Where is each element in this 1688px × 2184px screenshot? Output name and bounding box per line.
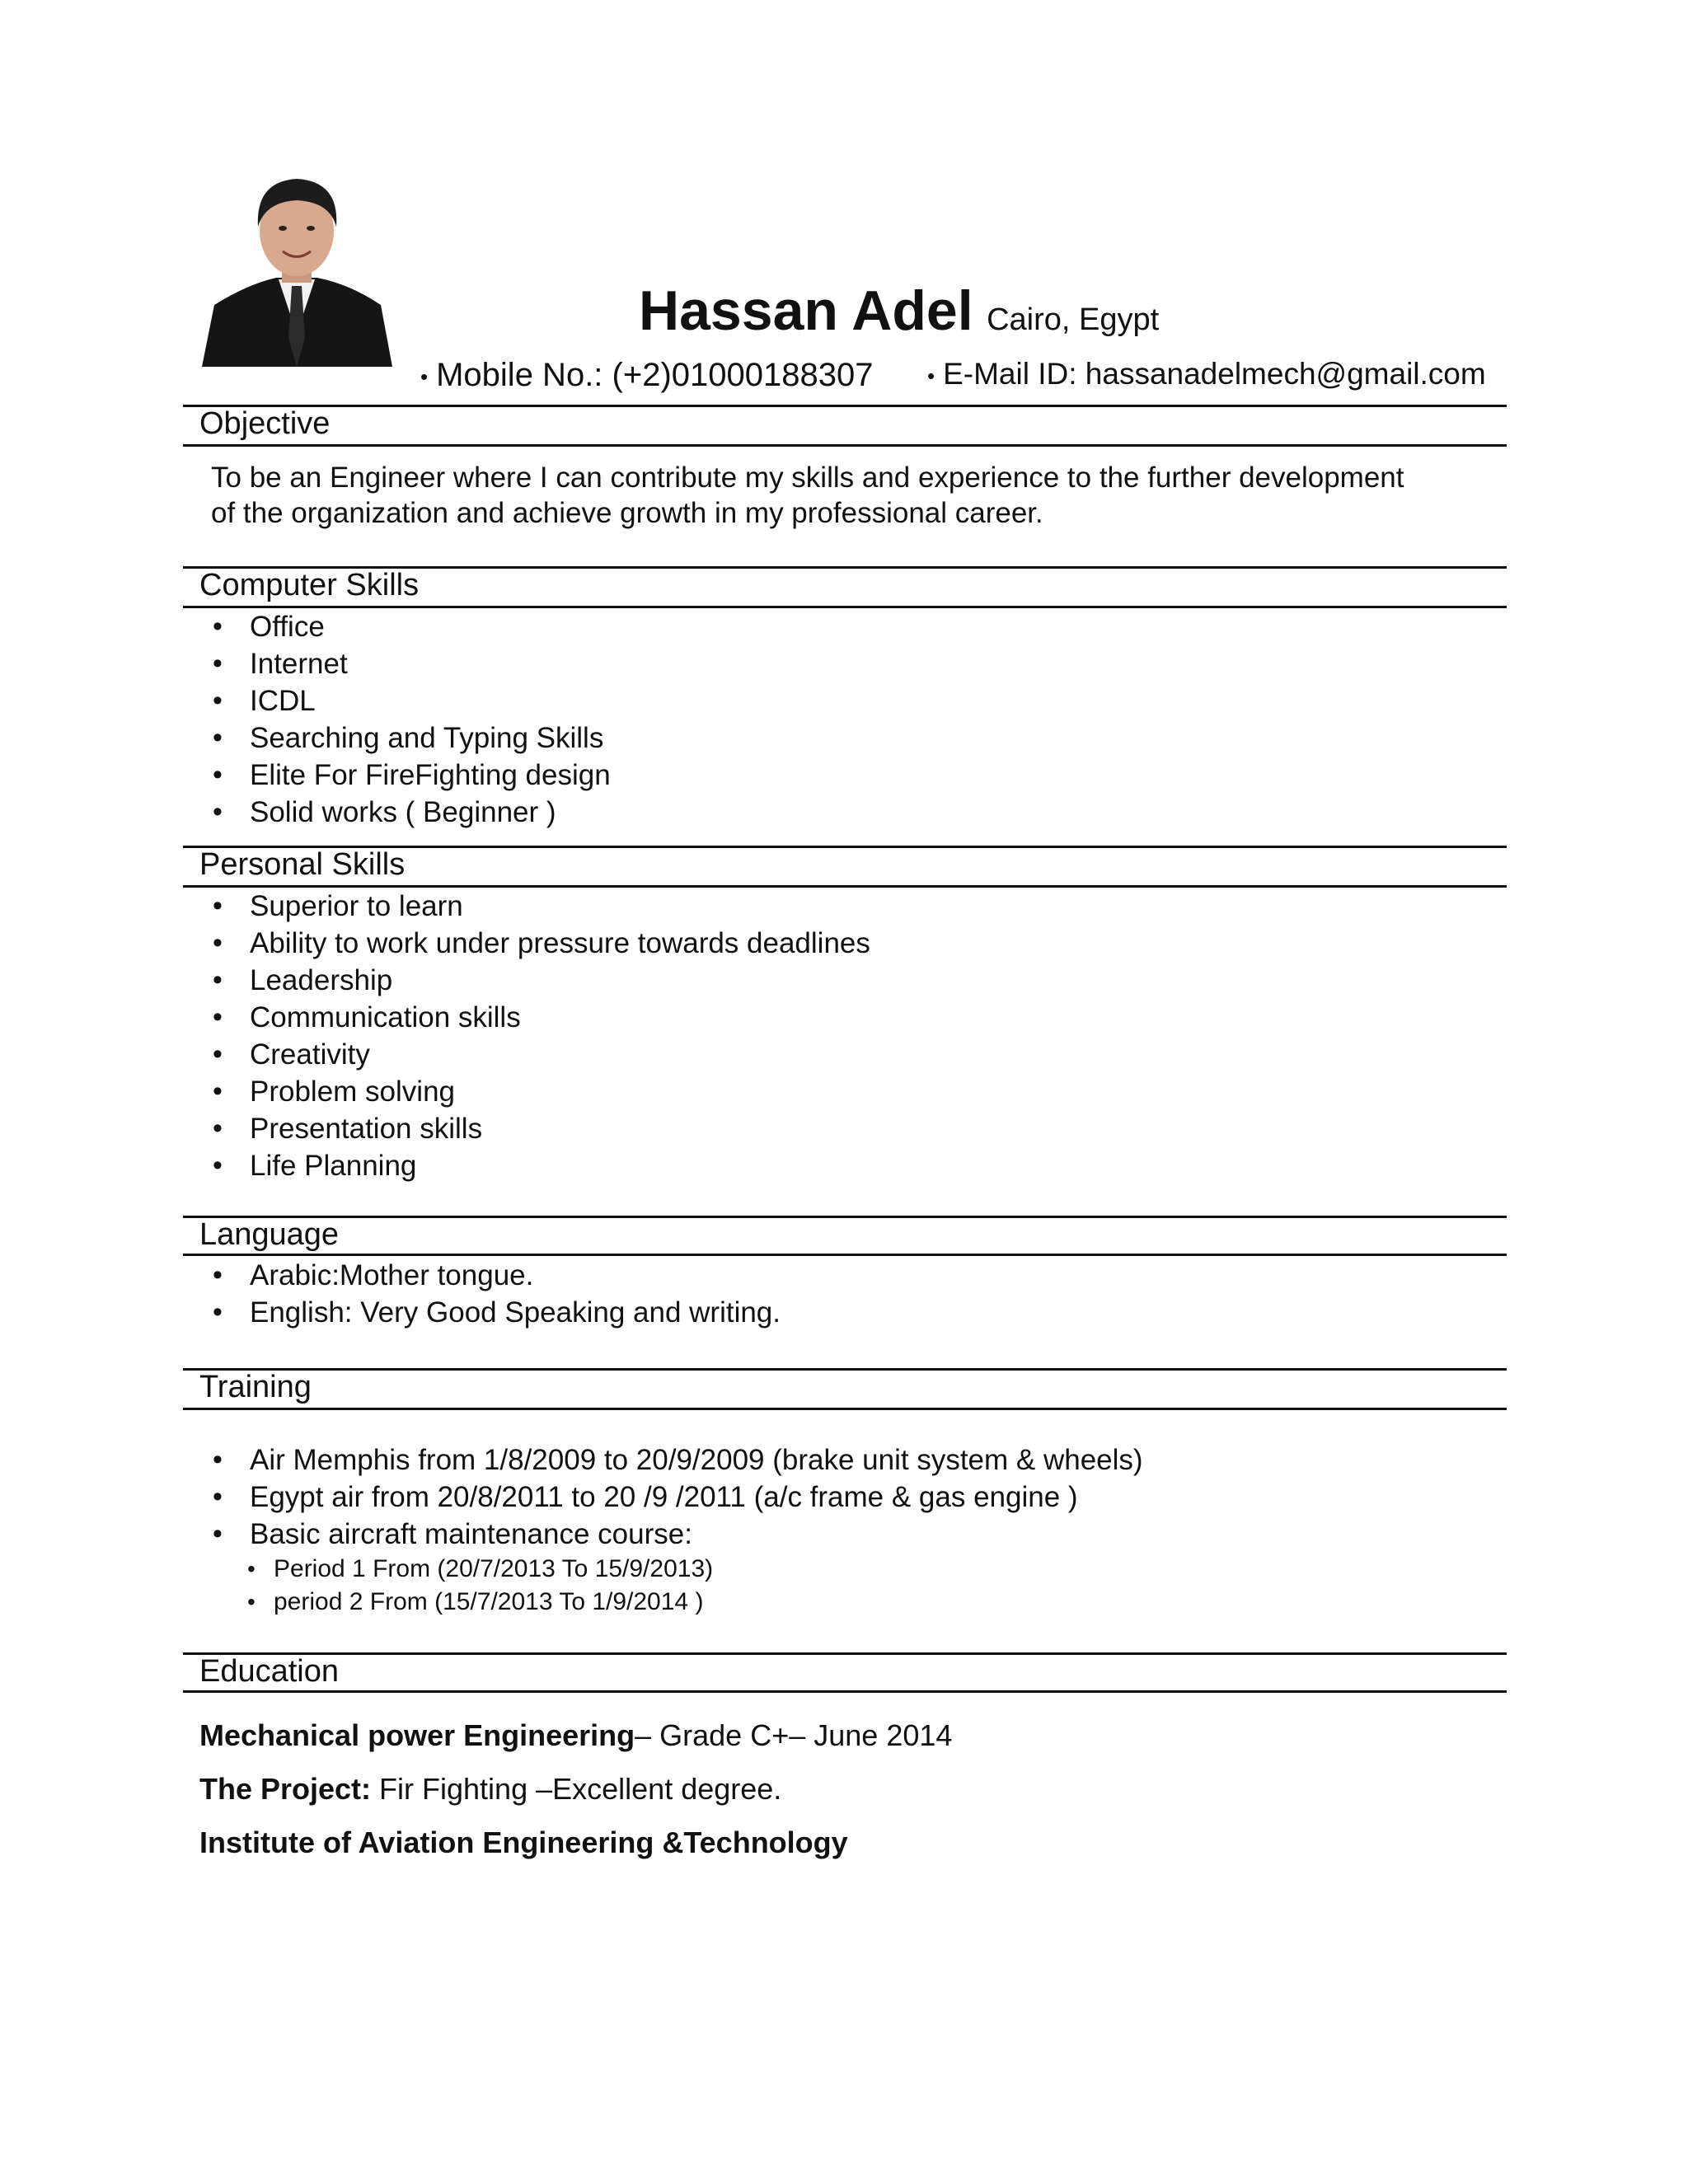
training-sub-list xyxy=(247,1553,713,1619)
divider xyxy=(183,1216,1507,1218)
list-item: • Ability to work under pressure towards deadlines xyxy=(213,925,870,962)
personal-skills-title: Personal Skills xyxy=(199,847,406,882)
institute-name: Institute of Aviation Engineering &Technology xyxy=(199,1825,848,1859)
list-item: • Internet xyxy=(213,645,611,682)
email-contact xyxy=(927,357,1486,391)
degree-label: Mechanical power Engineering xyxy=(199,1718,635,1752)
divider xyxy=(183,444,1507,447)
divider xyxy=(183,405,1507,407)
list-item: • Egypt air from 20/8/2011 to 20 /9 /2011 (a/c frame & gas engine ) xyxy=(213,1479,1143,1516)
objective-line: of the organization and achieve growth in my professional career. xyxy=(211,497,1043,529)
list-item: • Life Planning xyxy=(213,1147,870,1184)
language-list xyxy=(213,1257,781,1331)
divider xyxy=(183,1408,1507,1410)
divider xyxy=(183,1254,1507,1256)
list-item: • Communication skills xyxy=(213,999,870,1036)
mobile-contact xyxy=(420,357,873,394)
training-list xyxy=(213,1441,1143,1553)
bullet-icon: • xyxy=(420,363,429,389)
list-item: • Superior to learn xyxy=(213,888,870,925)
list-item: • Air Memphis from 1/8/2009 to 20/9/2009 (brake unit system & wheels) xyxy=(213,1441,1143,1479)
project-detail: Fir Fighting –Excellent degree. xyxy=(371,1772,782,1806)
divider xyxy=(183,1368,1507,1371)
mobile-number: Mobile No.: (+2)01000188307 xyxy=(436,357,874,393)
location: Cairo, Egypt xyxy=(987,302,1160,337)
list-item: • Arabic:Mother tongue. xyxy=(213,1257,781,1294)
list-item: • Leadership xyxy=(213,962,870,999)
list-item: • ICDL xyxy=(213,682,611,719)
degree-detail: – Grade C+– June 2014 xyxy=(635,1718,953,1752)
objective-line: To be an Engineer where I can contribute my skills and experience to the further development xyxy=(211,462,1404,494)
email-address: E-Mail ID: hassanadelmech@gmail.com xyxy=(943,357,1486,391)
divider xyxy=(183,1652,1507,1655)
list-item: • Creativity xyxy=(213,1036,870,1073)
list-item: • period 2 From (15/7/2013 To 1/9/2014 ) xyxy=(247,1586,713,1619)
degree-line xyxy=(199,1718,952,1753)
bullet-icon: • xyxy=(927,363,935,388)
profile-photo xyxy=(198,169,396,367)
list-item: • English: Very Good Speaking and writing. xyxy=(213,1294,781,1331)
objective-text xyxy=(211,460,1497,531)
objective-title: Objective xyxy=(199,406,331,441)
education-title: Education xyxy=(199,1654,340,1689)
list-item: • Office xyxy=(213,608,611,645)
list-item: • Solid works ( Beginner ) xyxy=(213,794,611,831)
personal-skills-list xyxy=(213,888,870,1184)
name-line xyxy=(639,279,1159,343)
full-name: Hassan Adel xyxy=(639,279,973,342)
project-line xyxy=(199,1772,781,1807)
list-item: • Problem solving xyxy=(213,1073,870,1110)
list-item: • Searching and Typing Skills xyxy=(213,719,611,757)
project-label: The Project: xyxy=(199,1772,372,1806)
language-title: Language xyxy=(199,1217,340,1252)
computer-skills-list xyxy=(213,608,611,831)
divider xyxy=(183,1690,1507,1693)
list-item: • Elite For FireFighting design xyxy=(213,757,611,794)
list-item: • Presentation skills xyxy=(213,1110,870,1147)
list-item: • Period 1 From (20/7/2013 To 15/9/2013) xyxy=(247,1553,713,1586)
institute-line xyxy=(199,1825,848,1860)
computer-skills-title: Computer Skills xyxy=(199,568,420,602)
training-title: Training xyxy=(199,1370,312,1404)
list-item: • Basic aircraft maintenance course: xyxy=(213,1516,1143,1553)
